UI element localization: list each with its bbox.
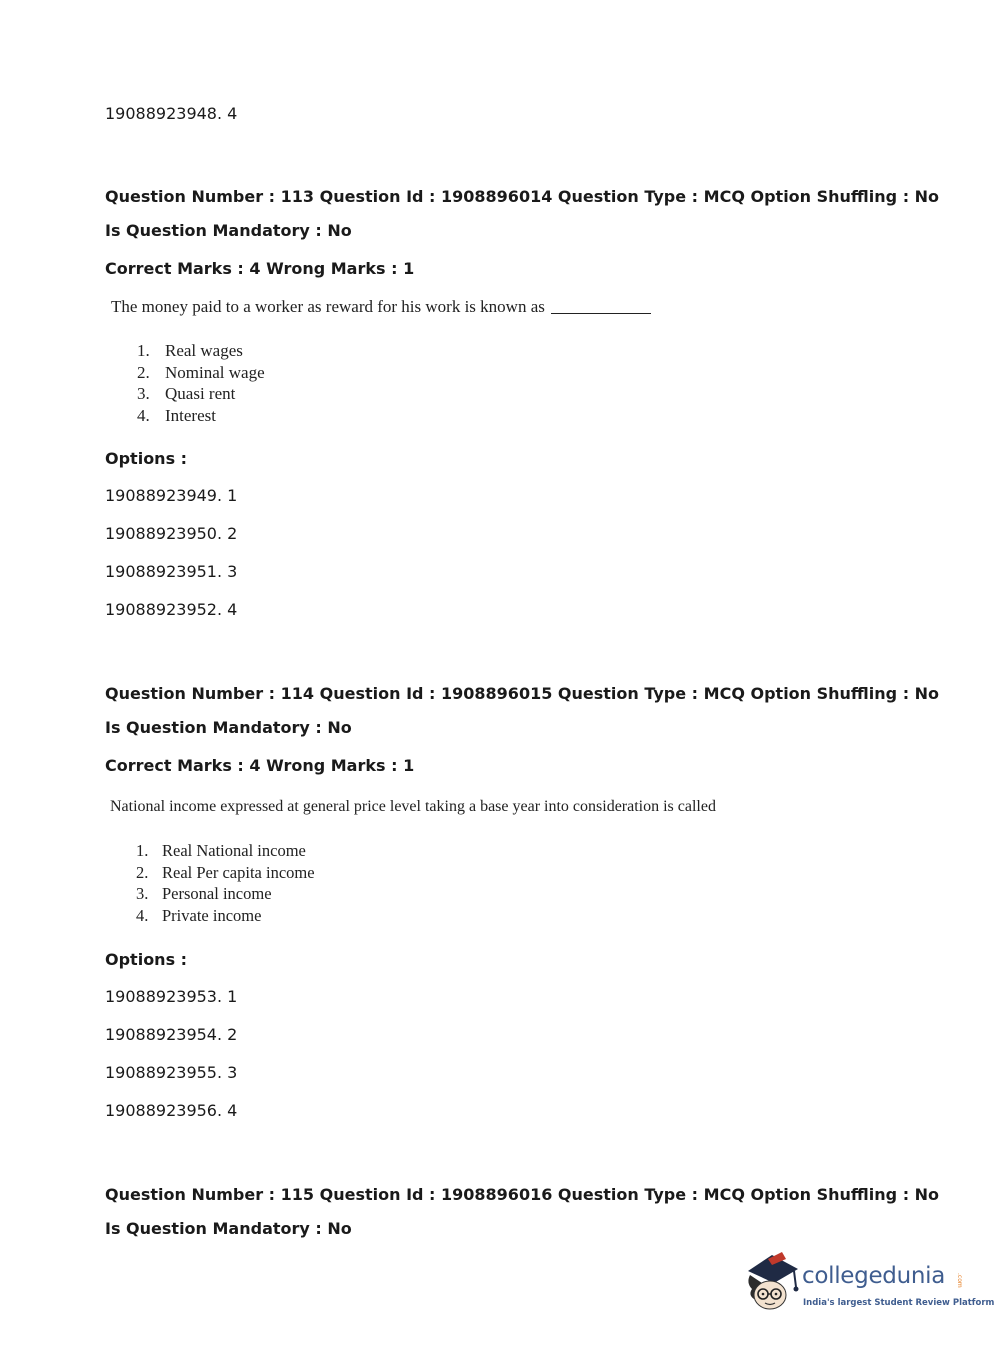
choice-label: Interest xyxy=(165,406,216,426)
choice-item xyxy=(136,862,315,884)
choice-number: 3. xyxy=(137,384,150,404)
choice-number: 2. xyxy=(137,362,150,382)
question-text-content: The money paid to a worker as reward for his work is known as xyxy=(111,297,545,316)
option-line: 19088923950. 2 xyxy=(105,524,238,543)
choice-label: Quasi rent xyxy=(165,384,236,404)
choice-number: 4. xyxy=(137,406,150,426)
mascot-icon xyxy=(742,1249,802,1317)
choice-number: 1. xyxy=(137,341,150,360)
logo-wordmark: collegedunia xyxy=(802,1263,946,1289)
option-line: 19088923955. 3 xyxy=(105,1063,238,1082)
option-line: 19088923951. 3 xyxy=(105,562,238,581)
question-marks: Correct Marks : 4 Wrong Marks : 1 xyxy=(105,756,415,775)
choice-item xyxy=(137,405,265,427)
logo-suffix: .com xyxy=(956,1273,963,1288)
question-text-content: National income expressed at general price level taking a base year into consideration is called xyxy=(110,798,716,815)
question-text xyxy=(110,798,716,816)
answer-blank xyxy=(551,312,651,314)
option-line: 19088923954. 2 xyxy=(105,1025,238,1044)
question-text xyxy=(111,297,651,317)
question-mandatory: Is Question Mandatory : No xyxy=(105,1219,352,1238)
choice-label: Real National income xyxy=(162,841,306,860)
choice-list xyxy=(137,340,265,427)
option-line: 19088923953. 1 xyxy=(105,987,238,1006)
choice-number: 1. xyxy=(136,841,149,860)
choice-label: Personal income xyxy=(162,884,272,904)
question-mandatory: Is Question Mandatory : No xyxy=(105,221,352,240)
option-line: 19088923948. 4 xyxy=(105,104,238,123)
option-line: 19088923949. 1 xyxy=(105,486,238,505)
question-header: Question Number : 115 Question Id : 1908896016 Question Type : MCQ Option Shuffling : No xyxy=(105,1185,940,1204)
choice-item xyxy=(136,905,315,927)
question-marks: Correct Marks : 4 Wrong Marks : 1 xyxy=(105,259,415,278)
collegedunia-logo xyxy=(742,1249,995,1319)
choice-number: 4. xyxy=(136,906,149,926)
choice-item xyxy=(136,883,315,905)
question-header: Question Number : 114 Question Id : 1908896015 Question Type : MCQ Option Shuffling : No xyxy=(105,684,940,703)
choice-number: 2. xyxy=(136,862,149,882)
question-mandatory: Is Question Mandatory : No xyxy=(105,718,352,737)
choice-label: Nominal wage xyxy=(165,362,265,382)
choice-item xyxy=(137,340,265,362)
choice-label: Private income xyxy=(162,906,262,926)
question-header: Question Number : 113 Question Id : 1908896014 Question Type : MCQ Option Shuffling : No xyxy=(105,187,940,206)
option-line: 19088923956. 4 xyxy=(105,1101,238,1120)
options-heading: Options : xyxy=(105,449,188,468)
choice-number: 3. xyxy=(136,884,149,904)
choice-label: Real wages xyxy=(165,341,243,360)
choice-list xyxy=(136,840,315,927)
choice-item xyxy=(137,383,265,405)
options-heading: Options : xyxy=(105,950,188,969)
choice-label: Real Per capita income xyxy=(162,862,315,882)
option-line: 19088923952. 4 xyxy=(105,600,238,619)
choice-item xyxy=(137,362,265,384)
choice-item xyxy=(136,840,315,862)
logo-tagline: India's largest Student Review Platform xyxy=(803,1298,995,1308)
